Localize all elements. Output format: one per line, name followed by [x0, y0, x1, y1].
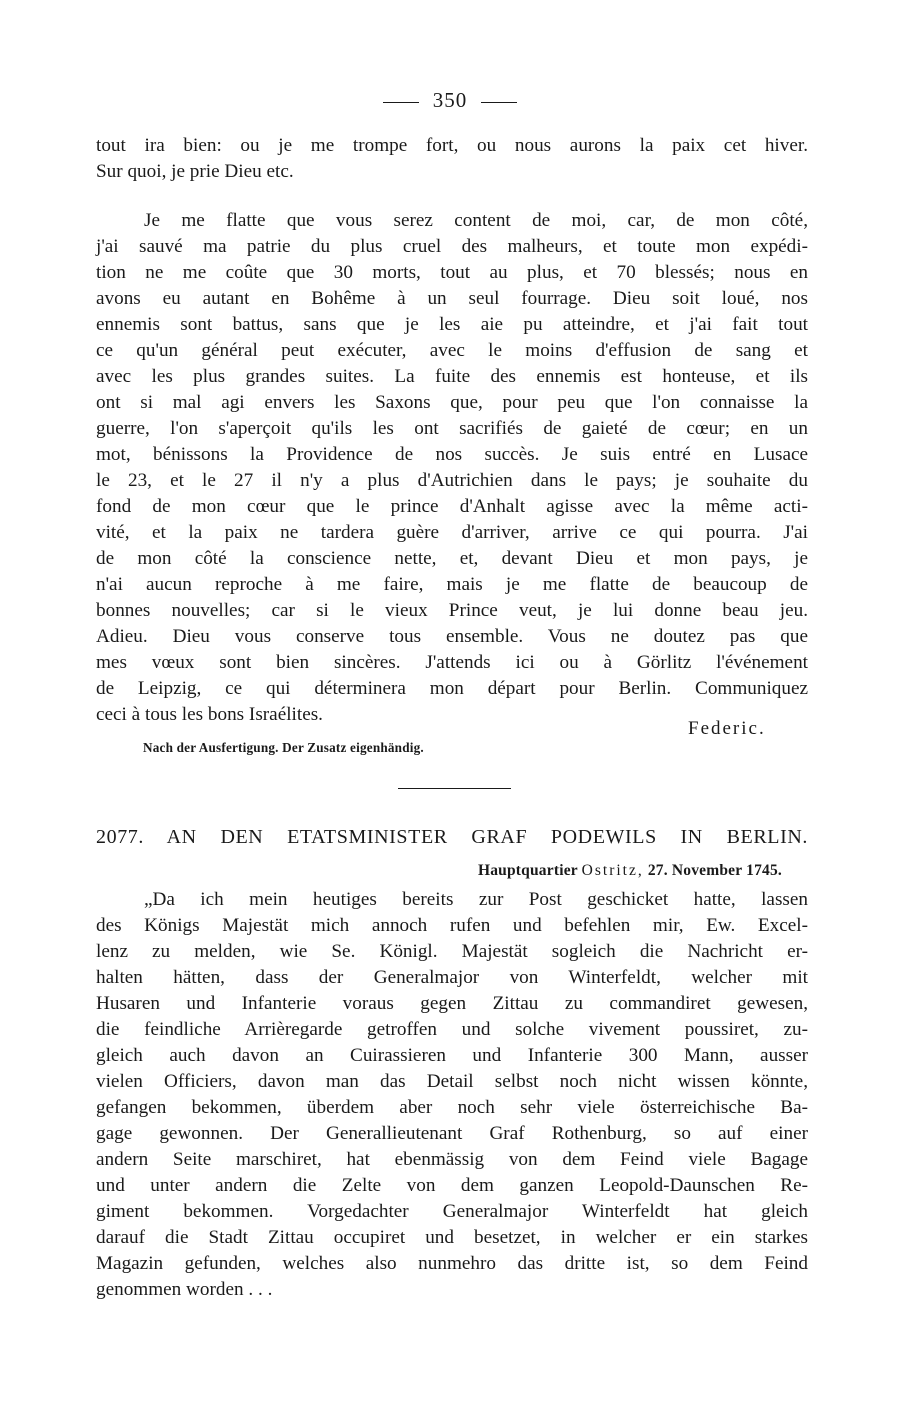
text-line: lenz zu melden, wie Se. Königl. Majestät sogleich die Nachricht er-	[96, 941, 808, 962]
text-line: ceci à tous les bons Israélites.	[96, 704, 323, 725]
text-line: gefangen bekommen, überdem aber noch sehr viele österreichische Ba-	[96, 1097, 808, 1118]
text-line: mes vœux sont bien sincères. J'attends ici ou à Görlitz l'événement	[96, 652, 808, 673]
text-line: Magazin gefunden, welches also nunmehro das dritte ist, so dem Feind	[96, 1253, 808, 1274]
text-line: fond de mon cœur que le prince d'Anhalt agisse avec la même acti-	[96, 496, 808, 517]
section-divider	[398, 788, 511, 789]
text-line: die feindliche Arrièregarde getroffen und solche vivement poussiret, zu-	[96, 1019, 808, 1040]
dateline-place: Ostritz,	[581, 862, 644, 879]
text-line: tout ira bien: ou je me trompe fort, ou nous aurons la paix cet hiver.	[96, 135, 808, 156]
text-line: Adieu. Dieu vous conserve tous ensemble. Vous ne doutez pas que	[96, 626, 808, 647]
text-line: giment bekommen. Vorgedachter Generalmajor Winterfeldt hat gleich	[96, 1201, 808, 1222]
text-line: „Da ich mein heutiges bereits zur Post geschicket hatte, lassen	[144, 889, 808, 910]
text-line: darauf die Stadt Zittau occupiret und besetzet, in welcher er ein starkes	[96, 1227, 808, 1248]
text-line: avons eu autant en Bohême à un seul fourrage. Dieu soit loué, nos	[96, 288, 808, 309]
text-line: mot, bénissons la Providence de nos succès. Je suis entré en Lusace	[96, 444, 808, 465]
text-line: bonnes nouvelles; car si le vieux Prince veut, je lui donne beau jeu.	[96, 600, 808, 621]
text-line: avec les plus grandes suites. La fuite des ennemis est honteuse, et ils	[96, 366, 808, 387]
text-line: ennemis sont battus, sans que je les aie pu atteindre, et j'ai fait tout	[96, 314, 808, 335]
text-line: Husaren und Infanterie voraus gegen Zittau zu commandiret gewesen,	[96, 993, 808, 1014]
postscript-paragraph	[96, 208, 808, 728]
text-line: des Königs Majestät mich annoch rufen und befehlen mir, Ew. Excel-	[96, 915, 808, 936]
text-line: j'ai sauvé ma patrie du plus cruel des malheurs, et toute mon expédi-	[96, 236, 808, 257]
text-line: genommen worden . . .	[96, 1279, 273, 1300]
intro-paragraph	[96, 133, 808, 185]
text-line: le 23, et le 27 il n'y a plus d'Autrichien dans le pays; je souhaite du	[96, 470, 808, 491]
text-line: de mon côté la conscience nette, et, devant Dieu et mon pays, je	[96, 548, 808, 569]
header-dash-right	[481, 102, 517, 103]
text-line: ont si mal agi envers les Saxons que, pour peu que l'on connaisse la	[96, 392, 808, 413]
text-line: gage gewonnen. Der Generallieutenant Graf Rothenburg, so auf einer	[96, 1123, 808, 1144]
header-dash-left	[383, 102, 419, 103]
source-note: Nach der Ausfertigung. Der Zusatz eigenhändig.	[143, 740, 424, 755]
text-line: guerre, l'on s'aperçoit qu'ils les ont sacrifiés de gaieté de cœur; en un	[96, 418, 808, 439]
text-line: Sur quoi, je prie Dieu etc.	[96, 161, 294, 182]
text-line: und unter andern die Zelte von dem ganzen Leopold-Daunschen Re-	[96, 1175, 808, 1196]
text-line: n'ai aucun reproche à me faire, mais je me flatte de beaucoup de	[96, 574, 808, 595]
text-line: andern Seite marschiret, hat ebenmässig von dem Feind viele Bagage	[96, 1149, 808, 1170]
text-line: gleich auch davon an Cuirassieren und Infanterie 300 Mann, ausser	[96, 1045, 808, 1066]
signature: Federic.	[688, 718, 766, 739]
text-line: ce qu'un général peut exécuter, avec le moins d'effusion de sang et	[96, 340, 808, 361]
letter-heading: 2077. AN DEN ETATSMINISTER GRAF PODEWILS IN BERLIN.	[96, 826, 808, 848]
text-line: Je me flatte que vous serez content de moi, car, de mon côté,	[144, 210, 808, 231]
page-header	[0, 88, 900, 113]
dateline-prefix: Hauptquartier	[477, 862, 578, 879]
dateline-date: 27. November 1745.	[647, 862, 782, 879]
text-line: vité, et la paix ne tardera guère d'arriver, arrive ce qui pourra. J'ai	[96, 522, 808, 543]
page-number: 350	[432, 88, 468, 112]
text-line: vielen Officiers, davon man das Detail selbst noch nicht wissen könnte,	[96, 1071, 808, 1092]
dateline	[478, 862, 782, 880]
letter-body	[96, 887, 808, 1303]
text-line: halten hätten, dass der Generalmajor von Winterfeldt, welcher mit	[96, 967, 808, 988]
text-line: tion ne me coûte que 30 morts, tout au plus, et 70 blessés; nous en	[96, 262, 808, 283]
text-line: de Leipzig, ce qui déterminera mon départ pour Berlin. Communiquez	[96, 678, 808, 699]
